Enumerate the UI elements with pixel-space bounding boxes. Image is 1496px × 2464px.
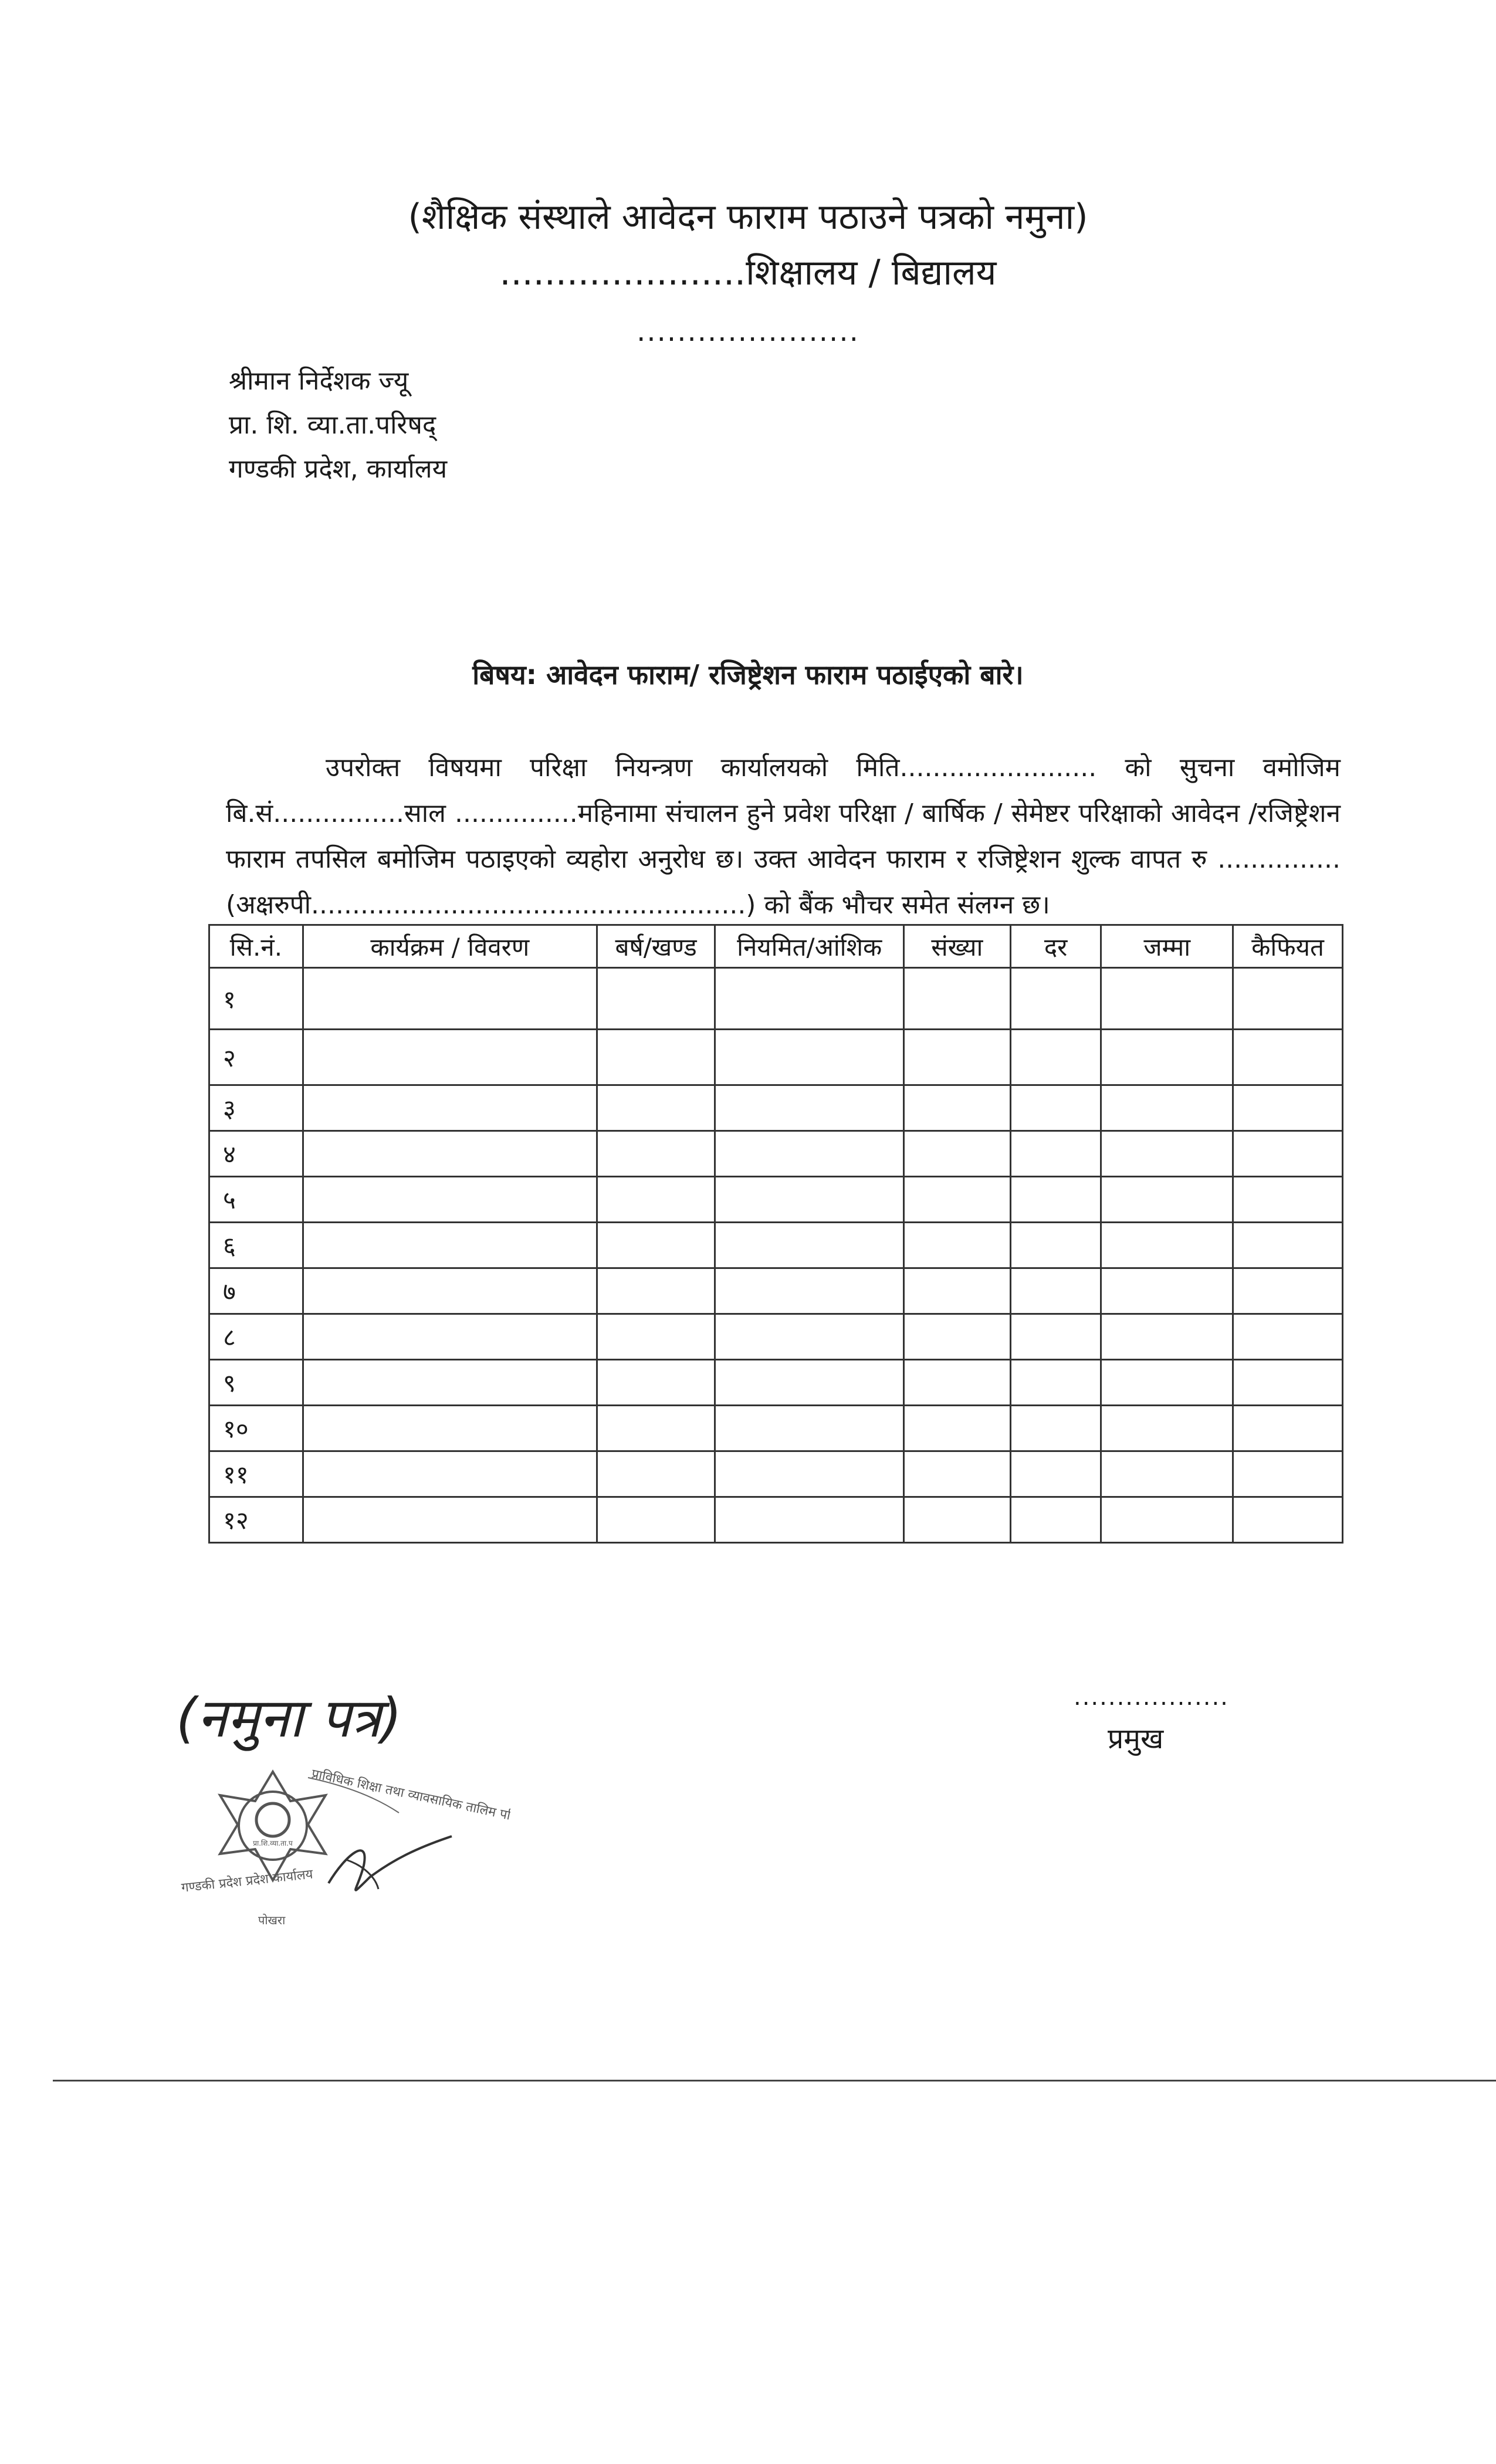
- serial-cell: ११: [209, 1451, 303, 1497]
- address-line-3: गण्डकी प्रदेश, कार्यालय: [229, 454, 448, 484]
- table-cell: [903, 1360, 1010, 1406]
- body-line-1: उपरोक्त विषयमा परिक्षा नियन्त्रण कार्यालयको मिति........................ को सुचना वमोजिम: [326, 753, 1341, 783]
- serial-cell: ३: [209, 1085, 303, 1131]
- table-cell: [1101, 1131, 1233, 1177]
- table-cell: [303, 1131, 597, 1177]
- table-cell: [1010, 1131, 1101, 1177]
- table-cell: [1101, 1085, 1233, 1131]
- table-cell: [1101, 1406, 1233, 1451]
- table-row: [209, 1223, 1343, 1268]
- table-cell: [903, 968, 1010, 1030]
- col-remarks: कैफियत: [1233, 925, 1343, 968]
- table-cell: [1010, 1360, 1101, 1406]
- body-line-3: /रजिष्ट्रेशन फाराम तपसिल बमोजिम पठाइएको व्यहोरा अनुरोध छ। उक्त आवेदन फाराम र रजिष्ट्रेशन शुल्क वापत रु: [226, 798, 1341, 874]
- table-cell: [1010, 1451, 1101, 1497]
- table-cell: [303, 1360, 597, 1406]
- table-cell: [597, 1030, 715, 1085]
- table-cell: [1101, 1314, 1233, 1360]
- table-cell: [903, 1131, 1010, 1177]
- table-cell: [715, 1085, 903, 1131]
- table-cell: [903, 1030, 1010, 1085]
- table-cell: [1233, 1451, 1343, 1497]
- table-cell: [303, 1085, 597, 1131]
- table-row: [209, 1131, 1343, 1177]
- table-row: [209, 1314, 1343, 1360]
- col-serial: सि.नं.: [209, 925, 303, 968]
- col-rate: दर: [1010, 925, 1101, 968]
- table-row: [209, 1406, 1343, 1451]
- table-cell: [1101, 1360, 1233, 1406]
- seal-emblem-icon: [256, 1803, 289, 1836]
- table-row: [209, 1451, 1343, 1497]
- table-cell: [1010, 1497, 1101, 1543]
- table-cell: [1010, 1085, 1101, 1131]
- signature-dots: ..................: [1074, 1684, 1229, 1711]
- table-cell: [1233, 968, 1343, 1030]
- table-cell: [1233, 1360, 1343, 1406]
- table-cell: [597, 1497, 715, 1543]
- table-cell: [597, 1406, 715, 1451]
- table-cell: [1233, 1030, 1343, 1085]
- serial-cell: ८: [209, 1314, 303, 1360]
- handwritten-sample-text: (नमुना पत्र): [176, 1690, 402, 1749]
- table-cell: [1010, 1177, 1101, 1223]
- table-cell: [1101, 1451, 1233, 1497]
- table-cell: [303, 1268, 597, 1314]
- table-cell: [303, 1497, 597, 1543]
- table-cell: [715, 1314, 903, 1360]
- table-cell: [1010, 1030, 1101, 1085]
- table-row: [209, 1268, 1343, 1314]
- table-cell: [303, 1223, 597, 1268]
- table-cell: [303, 1177, 597, 1223]
- table-cell: [715, 1497, 903, 1543]
- table-cell: [597, 968, 715, 1030]
- serial-cell: १२: [209, 1497, 303, 1543]
- table-cell: [1101, 1177, 1233, 1223]
- table-cell: [597, 1268, 715, 1314]
- table-cell: [1101, 1223, 1233, 1268]
- table-cell: [715, 1406, 903, 1451]
- table-cell: [1233, 1223, 1343, 1268]
- serial-cell: २: [209, 1030, 303, 1085]
- serial-cell: ४: [209, 1131, 303, 1177]
- table-cell: [715, 1177, 903, 1223]
- serial-cell: ६: [209, 1223, 303, 1268]
- table-cell: [903, 1268, 1010, 1314]
- table-cell: [303, 1406, 597, 1451]
- table-cell: [597, 1451, 715, 1497]
- seal-office-text: गण्डकी प्रदेश प्रदेश कार्यालय: [181, 1867, 314, 1896]
- table-row: [209, 1497, 1343, 1543]
- seal-ring-text: प्राविधिक शिक्षा तथा व्यावसायिक तालिम परिषद्: [310, 1766, 510, 1827]
- table-cell: [303, 1451, 597, 1497]
- serial-cell: १०: [209, 1406, 303, 1451]
- table-cell: [1233, 1314, 1343, 1360]
- table-cell: [715, 1360, 903, 1406]
- table-header-row: [209, 925, 1343, 968]
- body-line-2: बि.सं................साल ...............महिनामा संचालन हुने प्रवेश परिक्षा / बार्षिक / सेमेष्टर परिक्षाको आवेदन: [226, 798, 1240, 828]
- official-stamp: [170, 1690, 510, 1965]
- table-cell: [597, 1223, 715, 1268]
- table-cell: [1233, 1268, 1343, 1314]
- table-cell: [715, 1451, 903, 1497]
- table-cell: [1101, 1497, 1233, 1543]
- table-cell: [1010, 1314, 1101, 1360]
- serial-cell: ७: [209, 1268, 303, 1314]
- table-cell: [715, 968, 903, 1030]
- address-line-1: श्रीमान निर्देशक ज्यू: [229, 366, 409, 396]
- table-cell: [1101, 1268, 1233, 1314]
- seal-graphic: [170, 1690, 510, 1965]
- table-cell: [903, 1314, 1010, 1360]
- col-program: कार्यक्रम / विवरण: [303, 925, 597, 968]
- signature-scribble: [329, 1836, 452, 1890]
- body-line-4: ...............(अक्षरुपी.....................................................) को बैंक भौचर समेत संलग्न छ।: [226, 844, 1341, 920]
- table-row: [209, 968, 1343, 1030]
- table-cell: [1101, 1030, 1233, 1085]
- serial-cell: ९: [209, 1360, 303, 1406]
- table-cell: [597, 1360, 715, 1406]
- table-cell: [715, 1223, 903, 1268]
- table-row: [209, 1030, 1343, 1085]
- serial-cell: १: [209, 968, 303, 1030]
- table-cell: [1101, 968, 1233, 1030]
- table-cell: [715, 1268, 903, 1314]
- table-cell: [1010, 968, 1101, 1030]
- col-year: बर्ष/खण्ड: [597, 925, 715, 968]
- table-cell: [1010, 1268, 1101, 1314]
- table-cell: [903, 1406, 1010, 1451]
- form-title: (शैक्षिक संस्थाले आवेदन फाराम पठाउने पत्रको नमुना): [408, 197, 1088, 238]
- seal-center-text: प्रा.शि.व्या.ता.प: [253, 1839, 293, 1847]
- col-total: जम्मा: [1101, 925, 1233, 968]
- table-cell: [903, 1085, 1010, 1131]
- table-cell: [903, 1497, 1010, 1543]
- table-cell: [303, 1314, 597, 1360]
- seal-city-text: पोखरा: [258, 1913, 286, 1927]
- table-cell: [903, 1451, 1010, 1497]
- table-cell: [715, 1030, 903, 1085]
- col-count: संख्या: [903, 925, 1010, 968]
- signature-label: प्रमुख: [1108, 1722, 1164, 1755]
- table-cell: [597, 1085, 715, 1131]
- table-cell: [1233, 1497, 1343, 1543]
- table-cell: [1233, 1177, 1343, 1223]
- subject-line: बिषय: आवेदन फाराम/ रजिष्ट्रेशन फाराम पठाईएको बारे।: [472, 659, 1024, 691]
- table-cell: [715, 1131, 903, 1177]
- date-line: ......................: [637, 315, 859, 348]
- table-cell: [303, 1030, 597, 1085]
- table-cell: [1010, 1406, 1101, 1451]
- table-cell: [1233, 1406, 1343, 1451]
- table-cell: [1233, 1131, 1343, 1177]
- school-line: ......................शिक्षालय / बिद्यालय: [499, 252, 997, 293]
- table-row: [209, 1085, 1343, 1131]
- table-cell: [597, 1314, 715, 1360]
- table-cell: [1010, 1223, 1101, 1268]
- address-line-2: प्रा. शि. व्या.ता.परिषद्: [229, 410, 436, 440]
- serial-cell: ५: [209, 1177, 303, 1223]
- body-paragraph: [226, 745, 1341, 928]
- col-regular: नियमित/आंशिक: [715, 925, 903, 968]
- table-row: [209, 1177, 1343, 1223]
- seal-star-icon: [220, 1772, 326, 1880]
- application-table: [208, 924, 1343, 1544]
- table-cell: [597, 1131, 715, 1177]
- seal-outer-circle: [239, 1792, 307, 1860]
- table-row: [209, 1360, 1343, 1406]
- table-cell: [597, 1177, 715, 1223]
- table-cell: [303, 968, 597, 1030]
- page-bottom-rule: [53, 2080, 1496, 2081]
- table-cell: [903, 1223, 1010, 1268]
- table-cell: [903, 1177, 1010, 1223]
- table-cell: [1233, 1085, 1343, 1131]
